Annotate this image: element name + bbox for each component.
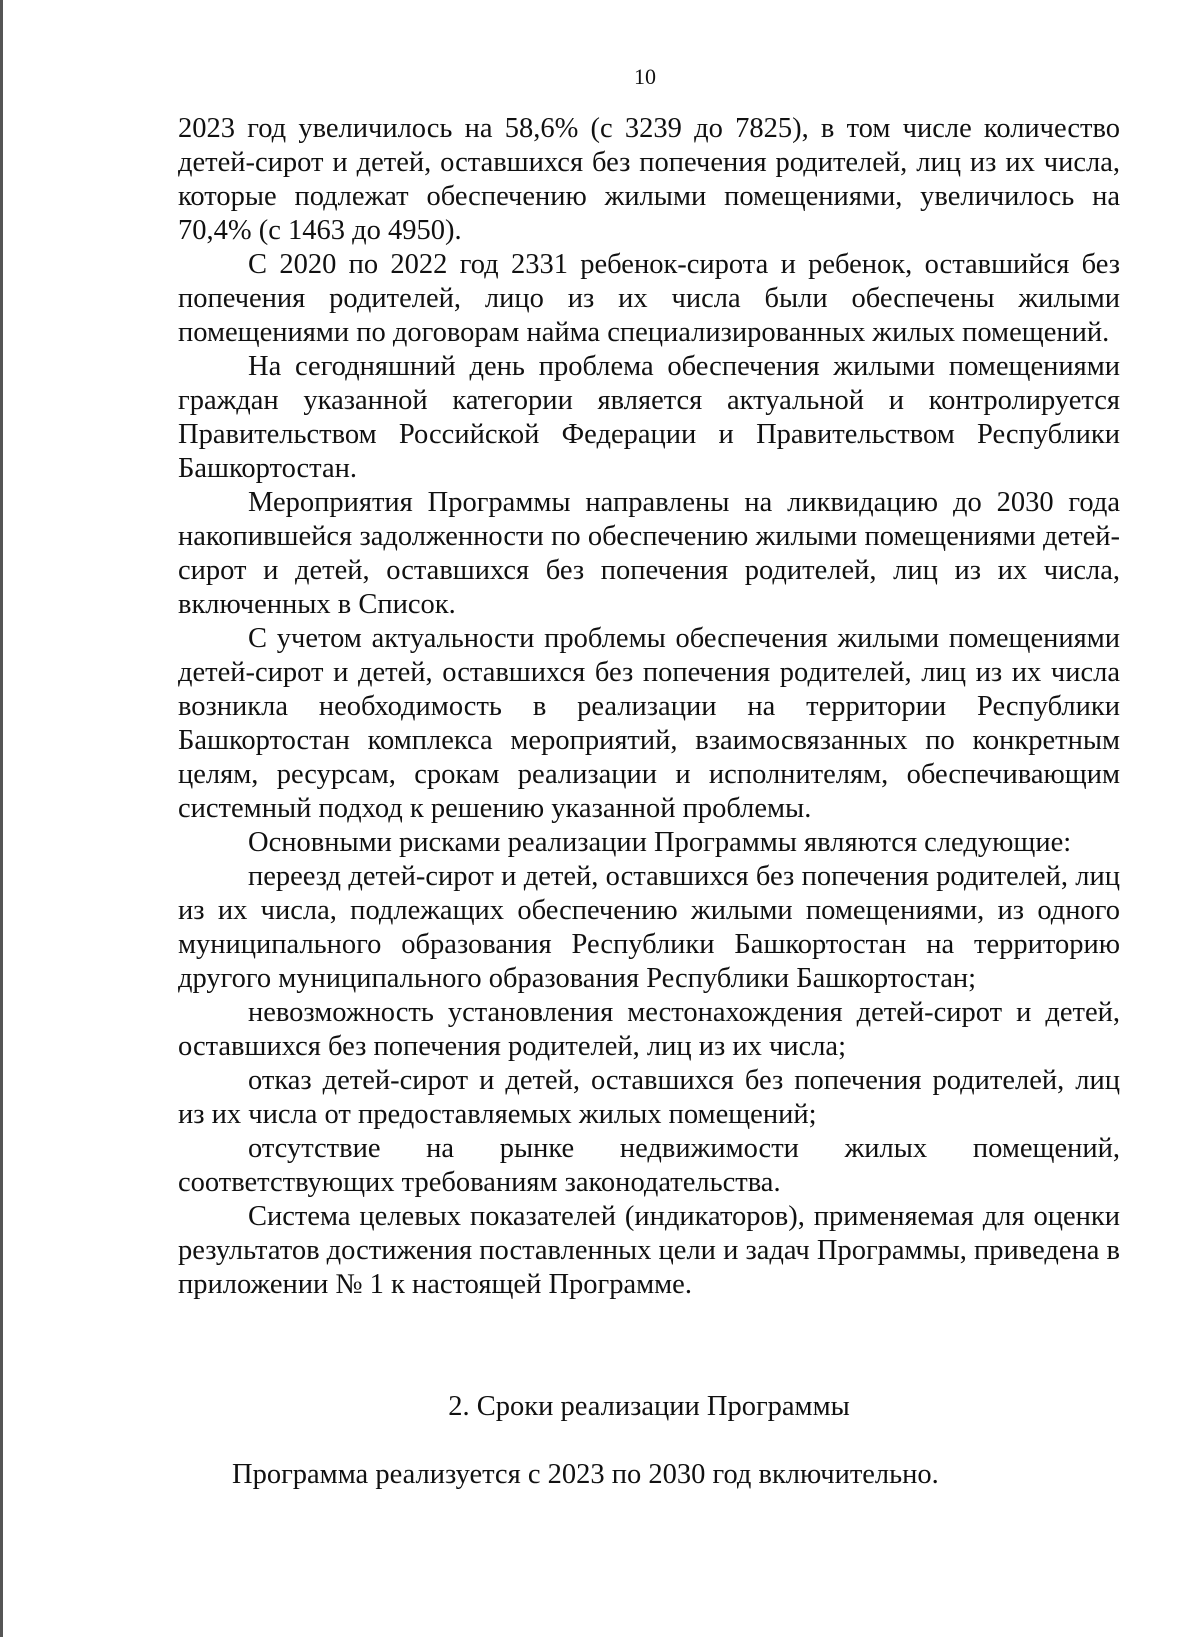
paragraph-10: отсутствие на рынке недвижимости жилых помещений, соответствующих требованиям законодательства.	[178, 1133, 1120, 1198]
paragraph-7: переезд детей-сирот и детей, оставшихся без попечения родителей, лиц из их числа, подлежащих обеспечению жилыми помещениями, из одного муниципального образования Республики Башкортостан на территорию другого муниципального образования Республики Башкортостан;	[178, 861, 1120, 994]
paragraph-9: отказ детей-сирот и детей, оставшихся без попечения родителей, лиц из их числа от предоставляемых жилых помещений;	[178, 1065, 1120, 1130]
scan-edge-line	[0, 0, 3, 1637]
page-number: 10	[634, 64, 656, 89]
paragraph-6: Основными рисками реализации Программы являются следующие:	[248, 827, 1072, 858]
paragraph-8: невозможность установления местонахождения детей-сирот и детей, оставшихся без попечения родителей, лиц из их числа;	[178, 997, 1120, 1062]
paragraph-1: 2023 год увеличилось на 58,6% (с 3239 до 7825), в том числе количество детей-сирот и детей, оставшихся без попечения родителей, лиц из их числа, которые подлежат обеспечению жилыми помещениями, увеличилось на 70,4% (с 1463 до 4950).	[178, 113, 1120, 246]
final-statement: Программа реализуется с 2023 по 2030 год включительно.	[232, 1459, 939, 1490]
paragraph-2: С 2020 по 2022 год 2331 ребенок-сирота и ребенок, оставшийся без попечения родителей, лицо из их числа были обеспечены жилыми помещениями по договорам найма специализированных жилых помещений.	[178, 249, 1120, 348]
paragraph-4: Мероприятия Программы направлены на ликвидацию до 2030 года накопившейся задолженности по обеспечению жилыми помещениями детей-сирот и детей, оставшихся без попечения родителей, лиц из их числа, включенных в Список.	[178, 487, 1120, 620]
body-text	[178, 112, 1120, 1302]
paragraph-5: С учетом актуальности проблемы обеспечения жилыми помещениями детей-сирот и детей, оставшихся без попечения родителей, лиц из их числа возникла необходимость в реализации на территории Республики Башкортостан комплекса мероприятий, взаимосвязанных по конкретным целям, ресурсам, срокам реализации и исполнителям, обеспечивающим системный подход к решению указанной проблемы.	[178, 623, 1120, 824]
section-heading: 2. Сроки реализации Программы	[448, 1391, 850, 1422]
paragraph-3: На сегодняшний день проблема обеспечения жилыми помещениями граждан указанной категории является актуальной и контролируется Правительством Российской Федерации и Правительством Республики Башкортостан.	[178, 351, 1120, 484]
paragraph-11: Система целевых показателей (индикаторов), применяемая для оценки результатов достижения поставленных цели и задач Программы, приведена в приложении № 1 к настоящей Программе.	[178, 1201, 1120, 1300]
